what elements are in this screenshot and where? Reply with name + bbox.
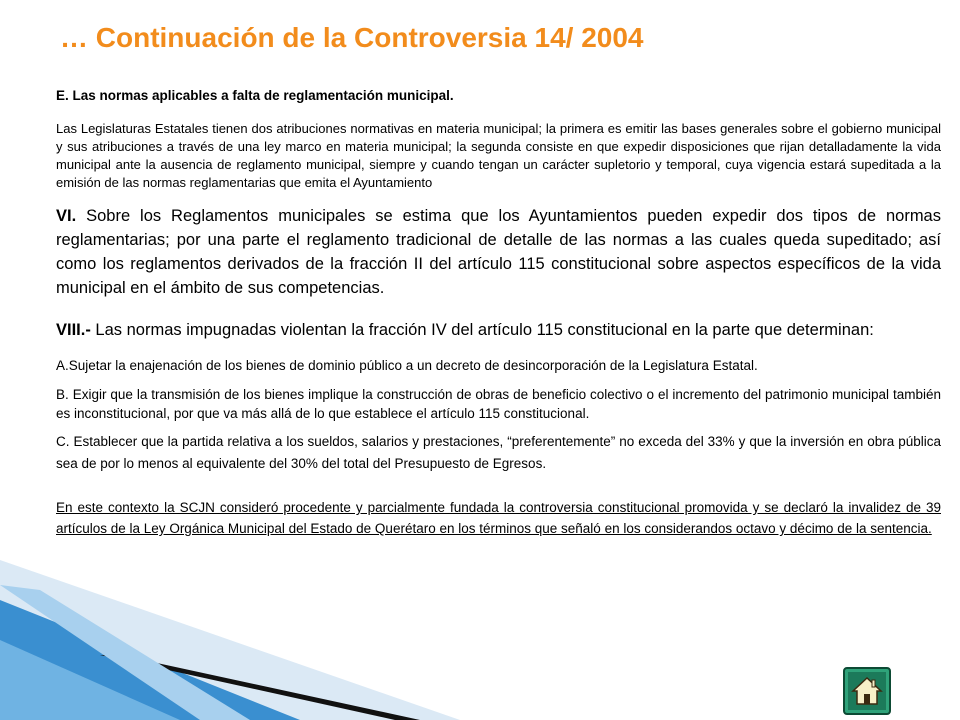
item-a: A.Sujetar la enajenación de los bienes de dominio público a un decreto de desincorporación de la Legislatura Estatal. xyxy=(56,358,758,373)
slide-content xyxy=(56,88,941,553)
section-vi-body: Sobre los Reglamentos municipales se estima que los Ayuntamientos pueden expedir dos tipos de normas reglamentarias; por una parte el reglamento tradicional de detalle de las normas a las cuales queda supeditado; así como los reglamentos derivados de la fracción II del artículo 115 constitucional sobre aspectos específicos de la vida municipal en el ámbito de sus competencias. xyxy=(56,207,941,297)
item-c: C. Establecer que la partida relativa a los sueldos, salarios y prestaciones, “preferentemente” no exceda del 33% y que la inversión en obra pública sea de por lo menos al equivalente del 30% del total del Presupuesto de Egresos. xyxy=(56,434,941,471)
slide-title: … Continuación de la Controversia 14/ 2004 xyxy=(60,22,644,53)
section-e-body: Las Legislaturas Estatales tienen dos atribuciones normativas en materia municipal; la primera es emitir las bases generales sobre el gobierno municipal y sus atribuciones a través de una ley marco en materia municipal; la segunda consiste en que expedir disposiciones que rijan detalladamente la vida municipal ante la ausencia de reglamento municipal, siempre y cuando tengan un carácter supletorio y temporal, cuya vigencia estará supeditada a la emisión de las normas reglamentarias que emita el Ayuntamiento xyxy=(56,121,941,190)
section-vi-label: VI. xyxy=(56,207,77,225)
home-button[interactable] xyxy=(843,667,891,715)
section-viii-label: VIII.- xyxy=(56,321,91,339)
section-viii-body: Las normas impugnadas violentan la fracción IV del artículo 115 constitucional en la parte que determinan: xyxy=(90,321,874,339)
section-viii xyxy=(56,318,941,342)
item-b: B. Exigir que la transmisión de los bienes implique la construcción de obras de beneficio colectivo o el incremento del patrimonio municipal también es inconstitucional, por que va más allá de lo que establece el artículo 115 constitucional. xyxy=(56,387,941,421)
section-e-heading: E. Las normas aplicables a falta de reglamentación municipal. xyxy=(56,88,454,103)
section-vi xyxy=(56,204,941,300)
conclusion-text: En este contexto la SCJN consideró procedente y parcialmente fundada la controversia constitucional promovida y se declaró la invalidez de 39 artículos de la Ley Orgánica Municipal del Estado de Querétaro en los términos que señaló en los considerandos octavo y décimo de la sentencia. xyxy=(56,500,941,536)
home-icon xyxy=(850,674,884,708)
